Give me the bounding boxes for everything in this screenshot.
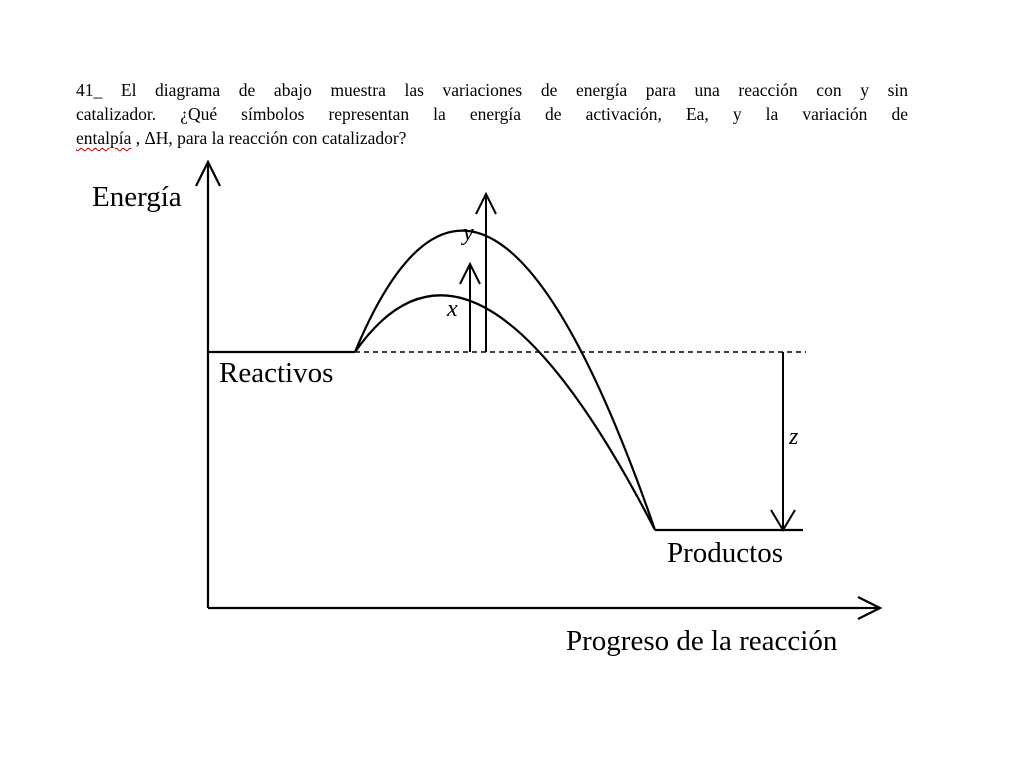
question-line-2: catalizador. ¿Qué símbolos representan la energía de activación, Ea, y la variación de <box>76 104 908 124</box>
spellcheck-word: entalpía <box>76 128 132 148</box>
products-label: Productos <box>667 537 783 569</box>
arrow-y-label: y <box>463 220 474 246</box>
arrow-x-label: x <box>447 296 458 322</box>
question-line-3-rest: , ΔH, para la reacción con catalizador? <box>131 128 407 148</box>
curve-without-catalyst <box>355 231 655 530</box>
x-axis-label: Progreso de la reacción <box>566 625 838 657</box>
y-axis-label: Energía <box>92 181 182 213</box>
arrow-z-label: z <box>789 424 799 450</box>
question-line-1: 41_ El diagrama de abajo muestra las variaciones de energía para una reacción con y sin <box>76 80 908 100</box>
reactants-label: Reactivos <box>219 357 334 389</box>
